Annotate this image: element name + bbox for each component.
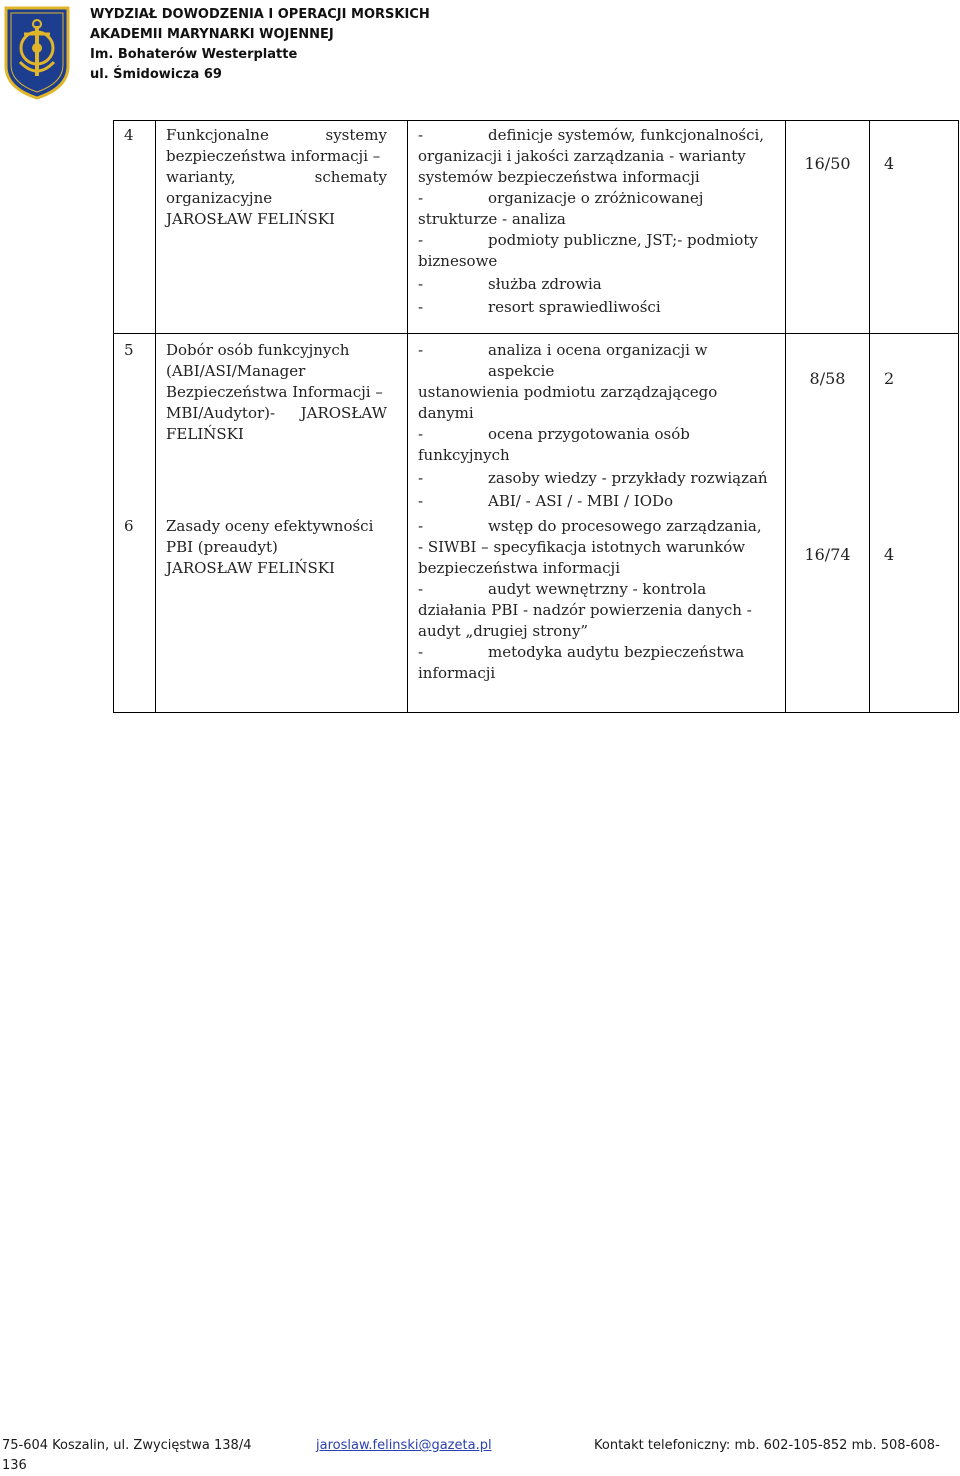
row-number: 4 (124, 126, 134, 144)
topic-title-line: Funkcjonalne systemy (166, 126, 387, 144)
syllabus-table (113, 120, 959, 713)
topic-content (408, 334, 785, 512)
topic-title-line: bezpieczeństwa informacji – (166, 147, 381, 165)
topic-title-line: MBI/Audytor)- JAROSŁAW (166, 404, 387, 422)
bullet-dash: - (418, 298, 424, 316)
content-line: audyt wewnętrzny - kontrola (488, 580, 707, 598)
table-row (114, 334, 959, 513)
header-line-3: Im. Bohaterów Westerplatte (90, 47, 298, 62)
content-line: resort sprawiedliwości (488, 298, 661, 316)
content-line: - SIWBI – specyfikacja istotnych warunków (418, 538, 746, 556)
content-line: danymi (418, 404, 474, 422)
topic-title-line: FELIŃSKI (166, 425, 244, 443)
topic-content (408, 121, 785, 318)
topic-title-line: Dobór osób funkcyjnych (166, 341, 350, 359)
bullet-dash: - (418, 231, 424, 249)
content-line: audyt „drugiej strony” (418, 622, 589, 640)
row-number: 5 (124, 341, 134, 359)
content-line: metodyka audytu bezpieczeństwa (488, 643, 745, 661)
hours-value: 16/50 (804, 154, 851, 173)
table-row (114, 512, 959, 712)
topic-title-line: JAROSŁAW FELIŃSKI (166, 210, 335, 228)
header-line-2: AKADEMII MARYNARKI WOJENNEJ (90, 27, 334, 42)
topic-title-line: warianty, schematy (166, 168, 387, 186)
bullet-dash: - (418, 126, 424, 144)
content-line: ustanowienia podmiotu zarządzającego (418, 383, 718, 401)
table-row (114, 121, 959, 334)
topic-title-line: Bezpieczeństwa Informacji – (166, 383, 383, 401)
topic-title-line: Zasady oceny efektywności (166, 517, 374, 535)
content-line: funkcyjnych (418, 446, 510, 464)
page-header (0, 0, 960, 105)
footer-phone-tail: 136 (2, 1458, 27, 1473)
header-line-1: WYDZIAŁ DOWODZENIA I OPERACJI MORSKICH (90, 7, 430, 22)
bullet-dash: - (418, 517, 424, 535)
academy-emblem-icon (2, 4, 72, 100)
content-line: działania PBI - nadzór powierzenia danych - (418, 601, 752, 619)
bullet-dash: - (418, 341, 424, 359)
content-line: analiza i ocena organizacji w aspekcie (488, 341, 708, 380)
content-line: zasoby wiedzy - przykłady rozwiązań (488, 469, 768, 487)
points-value: 4 (884, 154, 895, 173)
content-line: informacji (418, 664, 496, 682)
footer-email-link[interactable]: jaroslaw.felinski@gazeta.pl (316, 1438, 492, 1453)
content-line: organizacji i jakości zarządzania - warianty (418, 147, 746, 165)
content-line: biznesowe (418, 252, 498, 270)
topic-title (156, 121, 407, 230)
bullet-dash: - (418, 643, 424, 661)
footer-phone: Kontakt telefoniczny: mb. 602-105-852 mb. 508-608- (594, 1438, 940, 1453)
bullet-dash: - (418, 189, 424, 207)
bullet-dash: - (418, 469, 424, 487)
points-value: 4 (884, 545, 895, 564)
bullet-dash: - (418, 275, 424, 293)
content-line: organizacje o zróżnicowanej (488, 189, 704, 207)
topic-title-line: (ABI/ASI/Manager (166, 362, 306, 380)
topic-content (408, 512, 785, 684)
points-value: 2 (884, 369, 895, 388)
header-line-4: ul. Śmidowicza 69 (90, 67, 222, 82)
content-line: służba zdrowia (488, 275, 602, 293)
content-line: strukturze - analiza (418, 210, 566, 228)
topic-title (156, 512, 407, 579)
topic-title-line: PBI (preaudyt) (166, 538, 278, 556)
topic-title (156, 334, 407, 445)
footer-address: 75-604 Koszalin, ul. Zwycięstwa 138/4 (2, 1438, 252, 1453)
topic-title-line: JAROSŁAW FELIŃSKI (166, 559, 335, 577)
hours-value: 8/58 (809, 369, 846, 388)
bullet-dash: - (418, 425, 424, 443)
row-number: 6 (124, 517, 134, 535)
content-line: bezpieczeństwa informacji (418, 559, 621, 577)
content-line: podmioty publiczne, JST;- podmioty (488, 231, 758, 249)
bullet-dash: - (418, 580, 424, 598)
content-line: wstęp do procesowego zarządzania, (488, 517, 762, 535)
content-line: definicje systemów, funkcjonalności, (488, 126, 765, 144)
content-line: ocena przygotowania osób (488, 425, 690, 443)
content-line: systemów bezpieczeństwa informacji (418, 168, 700, 186)
content-line: ABI/ - ASI / - MBI / IODo (488, 492, 674, 510)
hours-value: 16/74 (804, 545, 851, 564)
topic-title-line: organizacyjne (166, 189, 273, 207)
bullet-dash: - (418, 492, 424, 510)
